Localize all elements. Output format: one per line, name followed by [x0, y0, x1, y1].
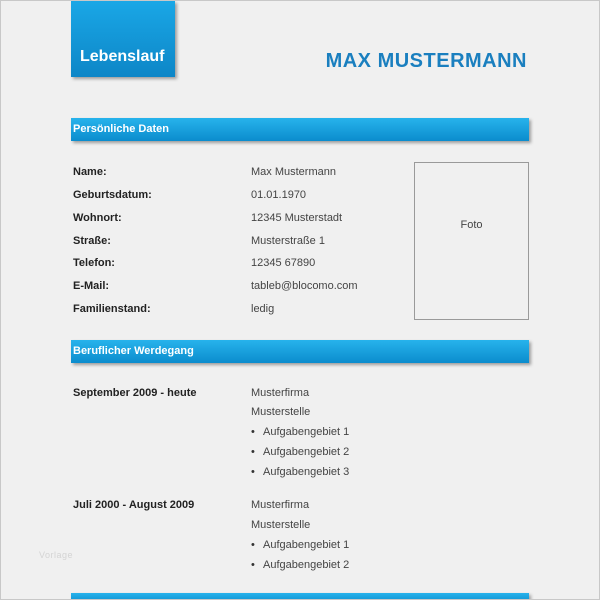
bullet-icon: •: [251, 426, 255, 438]
job-task-item: • Aufgabengebiet 2: [251, 446, 350, 458]
section-personal-title: Persönliche Daten: [73, 123, 169, 135]
job-company: Musterfirma: [251, 499, 310, 511]
personal-label-phone: Telefon:: [73, 257, 115, 269]
section-career-header: [71, 340, 529, 363]
job-company: Musterfirma: [251, 387, 310, 399]
watermark-text: Vorlage: [39, 550, 74, 560]
section-personal-header: [71, 118, 529, 141]
job-task-item: • Aufgabengebiet 1: [251, 539, 350, 551]
job-date: Juli 2000 - August 2009: [73, 499, 195, 511]
job-task-item: • Aufgabengebiet 3: [251, 466, 350, 478]
personal-value-marital: ledig: [251, 303, 275, 315]
personal-value-name: Max Mustermann: [251, 166, 336, 178]
personal-label-birthdate: Geburtsdatum:: [73, 189, 152, 201]
section-career-title: Beruflicher Werdegang: [73, 345, 194, 357]
personal-label-street: Straße:: [73, 235, 111, 247]
personal-value-birthdate: 01.01.1970: [251, 189, 307, 201]
job-date: September 2009 - heute: [73, 387, 197, 399]
personal-value-street: Musterstraße 1: [251, 235, 325, 247]
job-position: Musterstelle: [251, 519, 311, 531]
photo-label: Foto: [460, 219, 483, 231]
personal-value-city: 12345 Musterstadt: [251, 212, 343, 224]
cv-title-label: Lebenslauf: [80, 48, 165, 65]
personal-label-city: Wohnort:: [73, 212, 122, 224]
section-next-header: [71, 593, 529, 600]
personal-label-marital: Familienstand:: [73, 303, 151, 315]
bullet-icon: •: [251, 446, 255, 458]
cv-title-tab: [71, 1, 175, 77]
bullet-icon: •: [251, 539, 255, 551]
job-position: Musterstelle: [251, 406, 311, 418]
personal-value-phone: 12345 67890: [251, 257, 316, 269]
job-task-item: • Aufgabengebiet 1: [251, 426, 350, 438]
personal-value-email: tableb@blocomo.com: [251, 280, 358, 292]
person-name-heading: MAX MUSTERMANN: [325, 50, 527, 72]
personal-label-name: Name:: [73, 166, 107, 178]
job-task-item: • Aufgabengebiet 2: [251, 559, 350, 571]
photo-placeholder: [414, 162, 529, 320]
bullet-icon: •: [251, 559, 255, 571]
personal-label-email: E-Mail:: [73, 280, 110, 292]
bullet-icon: •: [251, 466, 255, 478]
